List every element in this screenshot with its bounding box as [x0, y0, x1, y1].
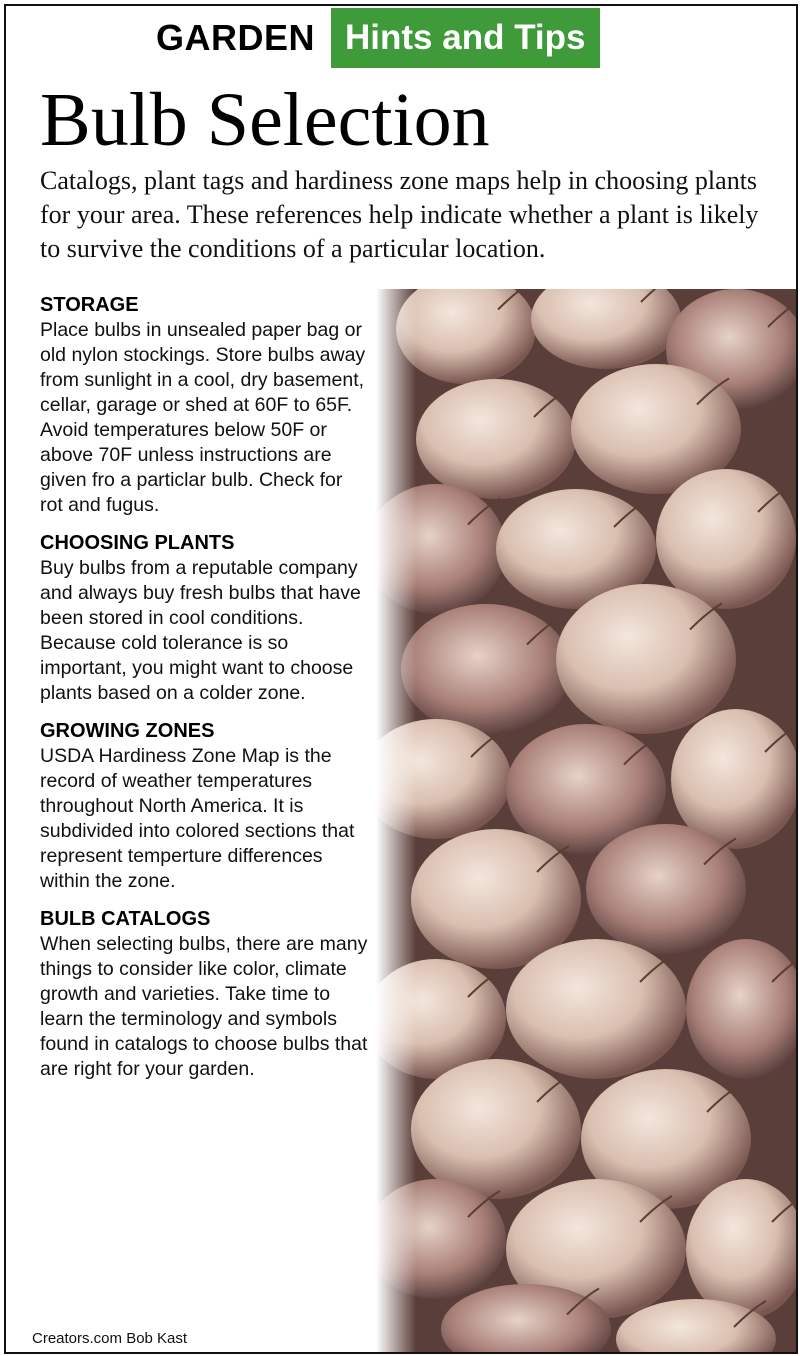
bulb-shape	[416, 379, 576, 499]
header	[156, 8, 600, 68]
section-choosing-plants	[40, 530, 370, 706]
bulb-shape	[506, 939, 686, 1079]
garden-label: GARDEN	[156, 17, 316, 58]
bulbs-photo	[376, 289, 796, 1352]
section-heading: CHOOSING PLANTS	[40, 532, 235, 554]
section-text: Buy bulbs from a reputable company and always buy fresh bulbs that have been stored in cool conditions. Because cold tolerance is so important, you might want to choose plants based on a colder zone.	[40, 557, 361, 704]
section-storage	[40, 292, 370, 518]
bulbs-illustration	[376, 289, 796, 1352]
section-heading: GROWING ZONES	[40, 720, 215, 742]
section-text: Place bulbs in unsealed paper bag or old nylon stockings. Store bulbs away from sunlight in a cool, dry basement, cellar, garage or shed at 60F to 65F. Avoid temperatures below 50F or above 70F unless instructions are given fro a particlar bulb. Check for rot and fugus.	[40, 319, 366, 516]
section-heading: BULB CATALOGS	[40, 908, 211, 930]
bulb-shape	[411, 1059, 581, 1199]
intro-paragraph: Catalogs, plant tags and hardiness zone maps help in choosing plants for your area. These references help indicate whether a plant is likely to survive the conditions of a particular location.	[40, 166, 759, 263]
section-text: USDA Hardiness Zone Map is the record of weather temperatures throughout North America. It is subdivided into colored sections that represent temperture differences within the zone.	[40, 745, 355, 892]
photo-credit: Creators.com Bob Kast	[32, 1330, 188, 1347]
bulb-shape	[401, 604, 571, 734]
section-bulb-catalogs	[40, 906, 370, 1082]
sections-column	[40, 292, 370, 1094]
bulb-shape	[556, 584, 736, 734]
bulb-shape	[586, 824, 746, 954]
section-text: When selecting bulbs, there are many things to consider like color, climate growth and varieties. Take time to learn the terminology and symbols found in catalogs to choose bulbs that are right for your garden.	[40, 933, 368, 1080]
section-heading: STORAGE	[40, 294, 139, 316]
article-frame	[4, 4, 798, 1354]
section-growing-zones	[40, 718, 370, 894]
hints-and-tips-badge: Hints and Tips	[331, 8, 600, 68]
bulb-shape	[656, 469, 796, 609]
article-title: Bulb Selection	[40, 78, 490, 162]
